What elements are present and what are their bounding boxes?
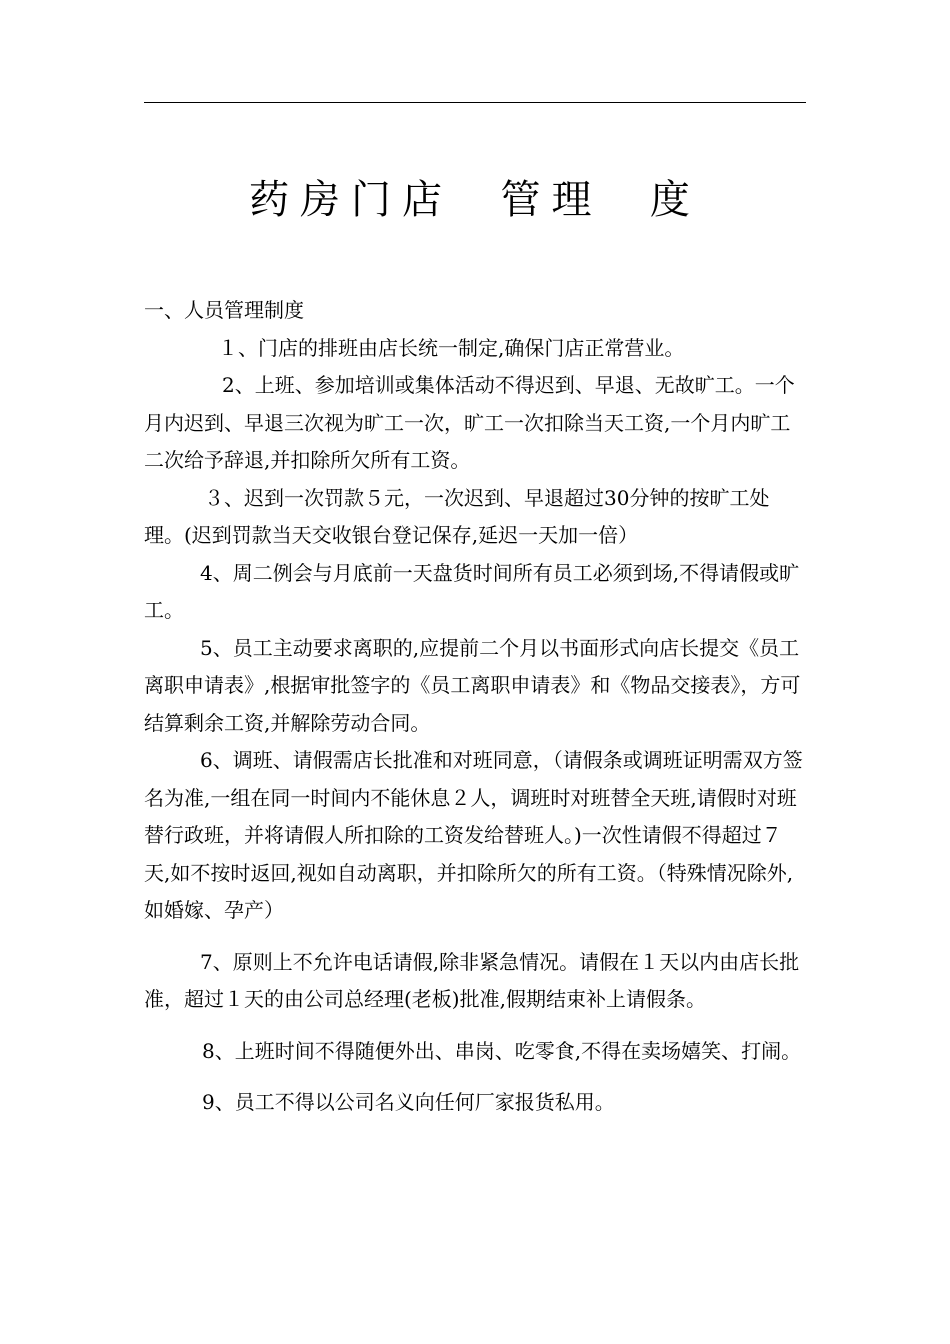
rule-item-5: 5、员工主动要求离职的,应提前二个月以书面形式向店长提交《员工离职申请表》,根据审批签字的《员工离职申请表》和《物品交接表》，方可结算剩余工资,并解除劳动合同。 — [144, 635, 801, 735]
rule-item-8: 8、上班时间不得随便外出、串岗、吃零食,不得在卖场嬉笑、打闹。 — [202, 1038, 802, 1063]
rule-item-7: 7、原则上不允许电话请假,除非紧急情况。请假在１天以内由店长批准，超过１天的由公司总经理(老板)批准,假期结束补上请假条。 — [144, 949, 800, 1011]
rule-item-2: 2、上班、参加培训或集体活动不得迟到、早退、无故旷工。一个月内迟到、早退三次视为旷工一次，旷工一次扣除当天工资,一个月内旷工二次给予辞退,并扣除所欠所有工资。 — [144, 373, 795, 472]
rule-item-3: ３、迟到一次罚款５元，一次迟到、早退超过30分钟的按旷工处理。(迟到罚款当天交收银台登记保存,延迟一天加一倍） — [144, 485, 770, 547]
section-heading: 一、人员管理制度 — [144, 298, 304, 322]
document-body — [144, 292, 808, 1122]
document-title: 药房门店 管理 度 — [249, 177, 701, 223]
header-rule — [144, 102, 806, 103]
rule-item-1: １、门店的排班由店长统一制定,确保门店正常营业。 — [218, 335, 685, 360]
rule-item-6: 6、调班、请假需店长批准和对班同意，（请假条或调班证明需双方签名为准,一组在同一时间内不能休息２人，调班时对班替全天班,请假时对班替行政班，并将请假人所扣除的工资发给替班人。)一次性请假不得超过７天,如不按时返回,视如自动离职，并扣除所欠的所有工资。（特殊情况除外,如婚嫁、孕产） — [144, 748, 803, 922]
rule-item-4: 4、周二例会与月底前一天盘货时间所有员工必须到场,不得请假或旷工。 — [144, 560, 800, 622]
rule-item-9: 9、员工不得以公司名义向任何厂家报货私用。 — [202, 1090, 615, 1114]
